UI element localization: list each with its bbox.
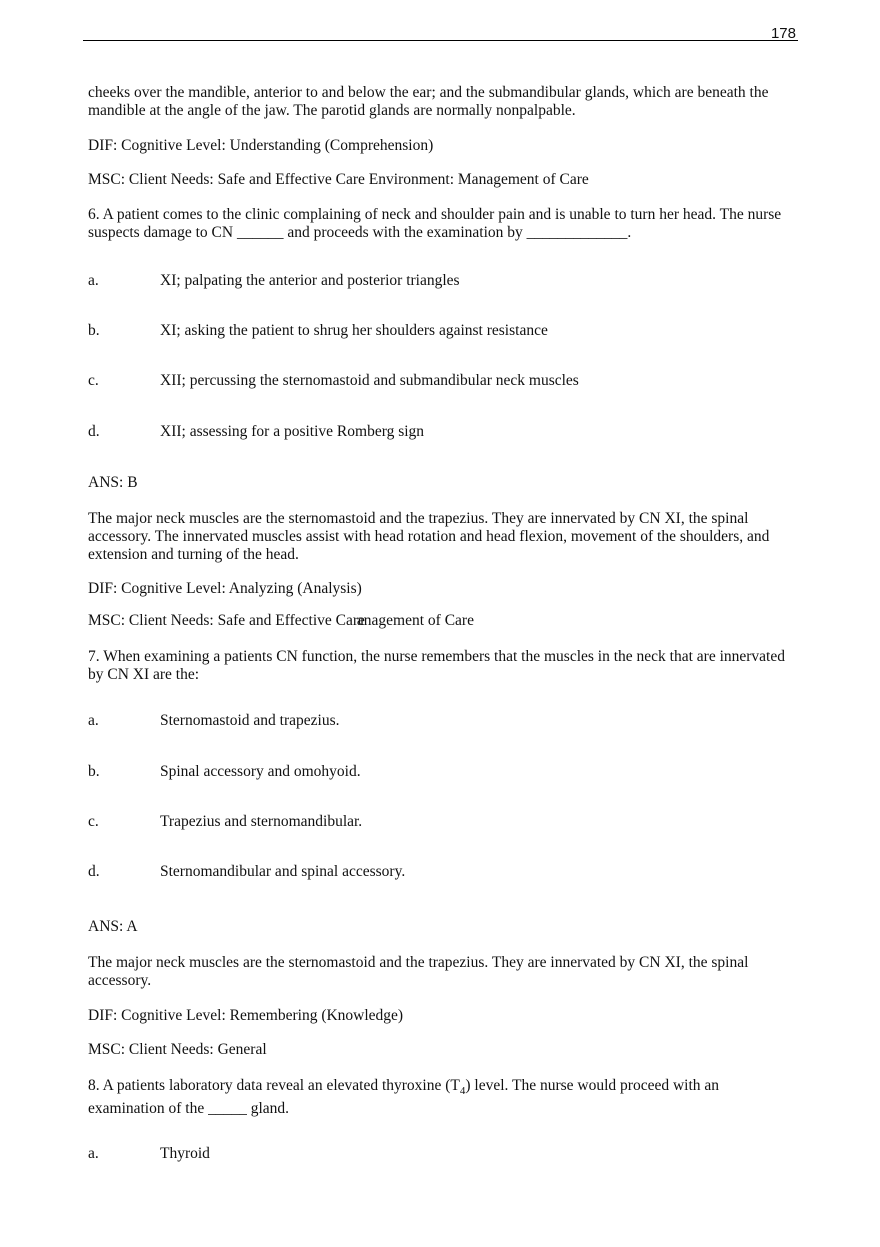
- q6-option-c-letter: c.: [88, 372, 99, 389]
- q6-answer: ANS: B: [88, 474, 138, 491]
- q6-option-a-text: XI; palpating the anterior and posterior triangles: [160, 272, 460, 289]
- q6-dif: DIF: Cognitive Level: Analyzing (Analysis): [88, 580, 362, 597]
- q6-option-c-text: XII; percussing the sternomastoid and submandibular neck muscles: [160, 372, 579, 389]
- q7-option-a-letter: a.: [88, 712, 99, 729]
- q7-option-b-letter: b.: [88, 763, 100, 780]
- q8-stem-pre: 8. A patients laboratory data reveal an elevated thyroxine (T: [88, 1077, 460, 1094]
- q6-msc: [88, 612, 798, 630]
- q6-msc-part-b: anagement of Care: [356, 612, 474, 629]
- q6-option-d-letter: d.: [88, 423, 100, 440]
- q7-rationale: The major neck muscles are the sternomastoid and the trapezius. They are innervated by CN XI, the spinal accessory.: [88, 954, 749, 989]
- q6-msc-part-a: MSC: Client Needs: Safe and Effective Care: [88, 612, 365, 629]
- q6-rationale: The major neck muscles are the sternomastoid and the trapezius. They are innervated by CN XI, the spinal accessory. The innervated muscles assist with head rotation and head flexion, movement of the shoulders, and extension and turning of the head.: [88, 510, 770, 563]
- header-rule: [83, 40, 798, 41]
- continuation-paragraph: cheeks over the mandible, anterior to and below the ear; and the submandibular glands, which are beneath the mandible at the angle of the jaw. The parotid glands are normally nonpalpable.: [88, 84, 769, 119]
- q8-stem: [88, 1075, 798, 1119]
- q6-option-b-letter: b.: [88, 322, 100, 339]
- q7-option-a-text: Sternomastoid and trapezius.: [160, 712, 340, 729]
- q7-dif: DIF: Cognitive Level: Remembering (Knowledge): [88, 1007, 404, 1024]
- q7-option-d-letter: d.: [88, 863, 100, 880]
- q6-option-d-text: XII; assessing for a positive Romberg sign: [160, 423, 425, 440]
- q8-option-a-letter: a.: [88, 1145, 99, 1162]
- q7-option-b-text: Spinal accessory and omohyoid.: [160, 763, 361, 780]
- q6-option-a-letter: a.: [88, 272, 99, 289]
- continuation-dif: DIF: Cognitive Level: Understanding (Comprehension): [88, 137, 434, 154]
- q7-stem: 7. When examining a patients CN function, the nurse remembers that the muscles in the neck that are innervated by CN XI are the:: [88, 648, 785, 683]
- q8-option-a-text: Thyroid: [160, 1145, 210, 1162]
- q7-msc: MSC: Client Needs: General: [88, 1041, 267, 1058]
- q6-stem: 6. A patient comes to the clinic complaining of neck and shoulder pain and is unable to turn her head. The nurse suspects damage to CN ______ and proceeds with the examination by _____________.: [88, 206, 782, 241]
- q7-option-c-text: Trapezius and sternomandibular.: [160, 813, 363, 830]
- q8-stem-subscript: 4: [459, 1085, 466, 1097]
- q7-option-c-letter: c.: [88, 813, 99, 830]
- q7-answer: ANS: A: [88, 918, 138, 935]
- q8-stem-post: ) level. The nurse would proceed with an examination of the _____ gland.: [88, 1077, 720, 1117]
- page-number: 178: [770, 25, 796, 42]
- q7-option-d-text: Sternomandibular and spinal accessory.: [160, 863, 406, 880]
- continuation-msc: MSC: Client Needs: Safe and Effective Care Environment: Management of Care: [88, 171, 589, 188]
- q6-option-b-text: XI; asking the patient to shrug her shoulders against resistance: [160, 322, 548, 339]
